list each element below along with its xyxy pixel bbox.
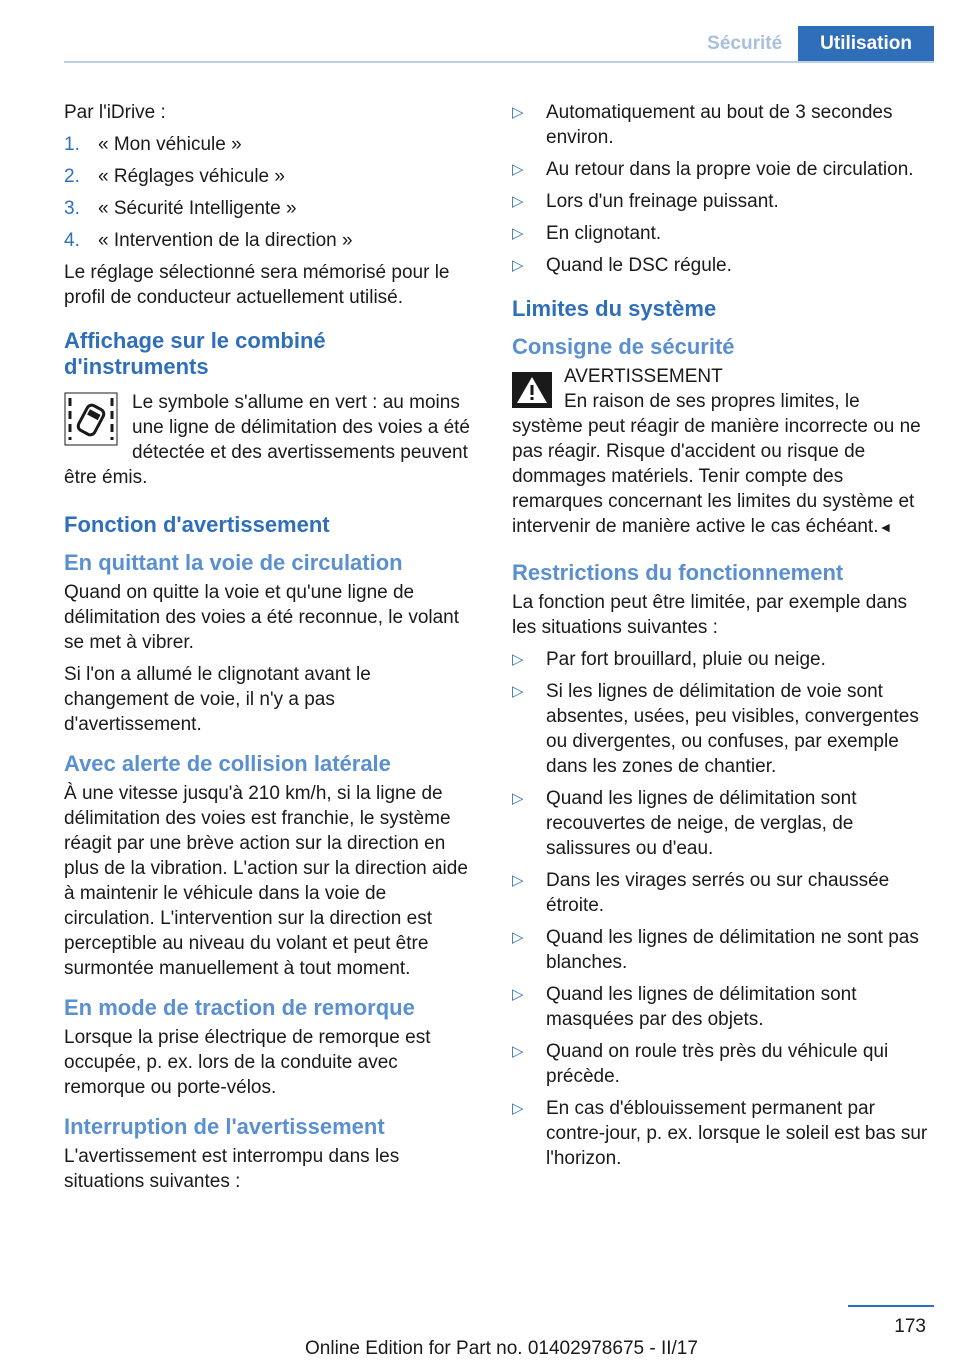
heading-safety-notice: Consigne de sécurité: [512, 334, 735, 359]
list-item-text: Par fort brouillard, pluie ou neige.: [546, 649, 826, 670]
page-number: 173: [894, 1316, 926, 1337]
list-item-text: Quand les lignes de délimitation ne sont pas blanches.: [546, 927, 919, 973]
restrictions-list: [512, 647, 930, 1171]
list-item: [512, 253, 930, 278]
heading-display: Affichage sur le combiné d'instruments: [64, 328, 326, 379]
heading-system-limits: Limites du système: [512, 296, 717, 321]
leaving-paragraph-2: Si l'on a allumé le clignotant avant le changement de voie, il n'y a pas d'avertissement.: [64, 664, 371, 735]
step-text: « Intervention de la direction »: [98, 230, 353, 251]
list-item: [512, 679, 930, 779]
bullet-triangle-icon: ▷: [512, 257, 524, 274]
bullet-triangle-icon: ▷: [512, 651, 524, 668]
list-item-text: Si les lignes de délimitation de voie sont absentes, usées, peu visibles, convergentes ou divergentes, ou confuses, par exemple dans les zones de chantier.: [546, 681, 919, 777]
warning-triangle-icon: [512, 372, 552, 408]
leaving-paragraph-1: Quand on quitte la voie et qu'une ligne de délimitation des voies a été reconnue, le volant se met à vibrer.: [64, 582, 460, 653]
list-item-text: Dans les virages serrés ou sur chaussée étroite.: [546, 870, 890, 916]
list-item: [512, 100, 930, 150]
collision-paragraph: À une vitesse jusqu'à 210 km/h, si la ligne de délimitation des voies est franchie, le système réagit par une brève action sur la direction en plus de la vibration. L'action sur la direction aide à maintenir le véhicule dans la voie de circulation. L'intervention sur la direction est perceptible au niveau du volant et peut être surmontée manuellement à tout moment.: [64, 783, 468, 979]
step-number: 3.: [64, 198, 80, 219]
stored-text: Le réglage sélectionné sera mémorisé pour le profil de conducteur actuellement utilisé.: [64, 262, 450, 308]
bullet-triangle-icon: ▷: [512, 1043, 524, 1060]
step-number: 4.: [64, 230, 80, 251]
list-item-text: Au retour dans la propre voie de circulation.: [546, 159, 914, 180]
list-item: [512, 157, 930, 182]
restrictions-paragraph: La fonction peut être limitée, par exemple dans les situations suivantes :: [512, 592, 908, 638]
list-item-text: Automatiquement au bout de 3 secondes environ.: [546, 102, 893, 148]
idrive-step: [64, 196, 476, 221]
list-item-text: En cas d'éblouissement permanent par contre-jour, p. ex. lorsque le soleil est bas sur l'horizon.: [546, 1098, 928, 1169]
bullet-triangle-icon: ▷: [512, 193, 524, 210]
bullet-triangle-icon: ▷: [512, 161, 524, 178]
step-number: 1.: [64, 134, 80, 155]
step-text: « Sécurité Intelligente »: [98, 198, 297, 219]
lane-departure-icon: [64, 392, 118, 446]
symbol-description: Le symbole s'allume en vert : au moins une ligne de délimitation des voies a été détectée et des avertissements peuvent être émis.: [64, 392, 471, 488]
heading-warning-function: Fonction d'avertissement: [64, 512, 330, 537]
bullet-triangle-icon: ▷: [512, 872, 524, 889]
trailer-paragraph: Lorsque la prise électrique de remorque est occupée, p. ex. lors de la conduite avec remorque ou porte-vélos.: [64, 1027, 431, 1098]
interruption-list: [512, 100, 930, 278]
warning-title: AVERTISSEMENT: [564, 366, 723, 387]
list-item: [512, 925, 930, 975]
idrive-intro: Par l'iDrive :: [64, 102, 166, 123]
list-item: [512, 647, 930, 672]
heading-leaving-lane: En quittant la voie de circulation: [64, 550, 403, 575]
tab-utilisation[interactable]: Utilisation: [798, 26, 934, 62]
bullet-triangle-icon: ▷: [512, 104, 524, 121]
bullet-triangle-icon: ▷: [512, 225, 524, 242]
bullet-triangle-icon: ▷: [512, 1100, 524, 1117]
heading-trailer-mode: En mode de traction de remorque: [64, 995, 415, 1020]
list-item: [512, 982, 930, 1032]
tab-securite[interactable]: Sécurité: [707, 33, 783, 54]
list-item: [512, 786, 930, 861]
list-item-text: Quand le DSC régule.: [546, 255, 732, 276]
idrive-step: [64, 228, 476, 253]
list-item: [512, 1096, 930, 1171]
edition-footer: Online Edition for Part no. 01402978675 - II/17: [305, 1338, 698, 1359]
idrive-step: [64, 132, 476, 157]
header-tabs: [691, 26, 934, 62]
step-number: 2.: [64, 166, 80, 187]
end-mark: ◄: [878, 519, 893, 535]
heading-interruption: Interruption de l'avertissement: [64, 1114, 385, 1139]
list-item-text: Quand les lignes de délimitation sont recouvertes de neige, de verglas, de salissures ou d'eau.: [546, 788, 857, 859]
list-item-text: En clignotant.: [546, 223, 662, 244]
footer-rule: [848, 1305, 934, 1307]
idrive-steps-list: [64, 132, 476, 253]
step-text: « Mon véhicule »: [98, 134, 242, 155]
header-rule: [64, 61, 934, 63]
list-item: [512, 221, 930, 246]
list-item-text: Quand on roule très près du véhicule qui précède.: [546, 1041, 889, 1087]
bullet-triangle-icon: ▷: [512, 986, 524, 1003]
list-item: [512, 1039, 930, 1089]
bullet-triangle-icon: ▷: [512, 790, 524, 807]
heading-side-collision: Avec alerte de collision latérale: [64, 751, 391, 776]
list-item: [512, 868, 930, 918]
bullet-triangle-icon: ▷: [512, 929, 524, 946]
list-item-text: Quand les lignes de délimitation sont masquées par des objets.: [546, 984, 857, 1030]
step-text: « Réglages véhicule »: [98, 166, 285, 187]
right-column: [512, 100, 930, 1181]
warning-text: En raison de ses propres limites, le système peut réagir de manière incorrecte ou ne pas réagir. Risque d'accident ou risque de dommages matériels. Tenir compte des remarques concernant les limites du système et intervenir de manière active le cas échéant.: [512, 391, 921, 537]
list-item-text: Lors d'un freinage puissant.: [546, 191, 779, 212]
interruption-paragraph: L'avertissement est interrompu dans les situations suivantes :: [64, 1146, 400, 1192]
symbol-block: [64, 390, 476, 490]
warning-block: [512, 364, 930, 540]
left-column: [64, 100, 476, 1201]
list-item: [512, 189, 930, 214]
bullet-triangle-icon: ▷: [512, 683, 524, 700]
heading-restrictions: Restrictions du fonctionnement: [512, 560, 844, 585]
idrive-step: [64, 164, 476, 189]
